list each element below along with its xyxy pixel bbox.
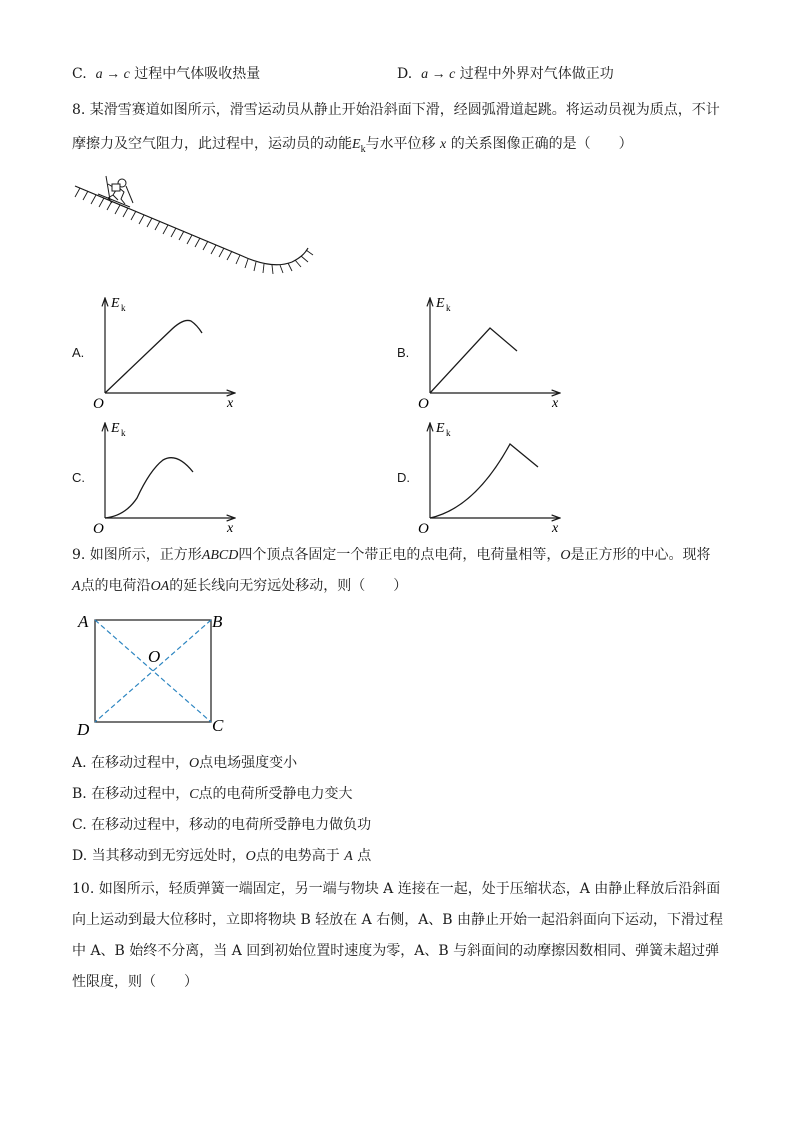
q8-ek-sub: k: [360, 143, 366, 155]
q9-a: A: [72, 579, 81, 594]
graph-b-y-sub: k: [446, 303, 451, 313]
q8-x: x: [440, 137, 447, 152]
q8-ek-letter: E: [352, 137, 361, 152]
q9-abcd: ABCD: [201, 548, 239, 563]
q9-option-b-pre: B. 在移动过程中，: [72, 786, 190, 802]
graph-c-label: C.: [72, 470, 85, 485]
corner-a-label: A: [78, 612, 89, 631]
graph-c-y-sub: k: [121, 428, 126, 438]
q9-option-a-pre: A. 在移动过程中，: [72, 755, 190, 771]
q9-text-a: 9. 如图所示，正方形: [72, 547, 202, 563]
graph-c-y-label: E: [111, 421, 120, 436]
q10-line2: 向上运动到最大位移时，立即将物块 B 轻放在 A 右侧，A、B 由静止开始一起沿斜面向下运动，下滑过程: [72, 912, 724, 928]
q7-option-d-expr: a → c: [421, 67, 456, 82]
graph-c-origin-label: O: [93, 521, 104, 537]
q9-option-c-pre: C. 在移动过程中，移动的电荷所受静电力做负功: [72, 817, 372, 833]
q9-text-b: 四个顶点各固定一个带正电的点电荷，电荷量相等，: [238, 547, 561, 563]
graph-a-origin-label: O: [93, 396, 104, 412]
graph-a-x-label: x: [227, 396, 234, 411]
graph-c-x-label: x: [227, 521, 234, 536]
center-o-label: O: [148, 647, 161, 666]
q9-option-a-var: O: [189, 756, 200, 771]
q9-option-b: [72, 784, 353, 805]
q9-option-c: [72, 815, 371, 835]
q9-option-a: [72, 753, 297, 774]
q10-line4: 性限度，则（ ）: [72, 974, 198, 990]
q9-oa: OA: [150, 579, 170, 594]
graph-b-label: B.: [397, 345, 410, 360]
graph-b-y-label: E: [436, 296, 445, 311]
corner-c-label: C: [212, 716, 224, 735]
q9-option-d-var2: A: [344, 849, 353, 864]
graph-a-y-label: E: [111, 296, 120, 311]
q8-stem-text-a: 摩擦力及空气阻力，此过程中，运动员的动能: [72, 136, 352, 152]
corner-b-label: B: [212, 612, 223, 631]
q9-option-d-var: O: [245, 849, 256, 864]
graph-a-y-sub: k: [121, 303, 126, 313]
graph-d-origin-label: O: [418, 521, 429, 537]
q10-line3: 中 A、B 始终不分离，当 A 回到初始位置时速度为零，A、B 与斜面间的动摩擦因数相同、弹簧未超过弹: [72, 943, 720, 959]
q9-text-c: 是正方形的中心。现将: [570, 547, 711, 563]
q9-text-d: 点的电荷沿: [80, 578, 151, 594]
q9-o: O: [560, 548, 571, 563]
graph-d-y-sub: k: [446, 428, 451, 438]
q9-option-d-pre: D. 当其移动到无穷远处时，: [72, 848, 246, 864]
graph-d-x-label: x: [552, 521, 559, 536]
q7-option-d-label: D.: [397, 66, 413, 82]
graph-b-x-label: x: [552, 396, 559, 411]
q10-line1: 10. 如图所示，轻质弹簧一端固定，另一端与物块 A 连接在一起，处于压缩状态，A 由静止释放后沿斜面: [72, 881, 721, 897]
graph-d-label: D.: [397, 470, 410, 485]
q7-option-d-text: 过程中外界对气体做正功: [459, 66, 614, 82]
q9-option-a-post: 点电场强度变小: [199, 755, 298, 771]
q8-stem-line1: 8. 某滑雪赛道如图所示，滑雪运动员从静止开始沿斜面下滑，经圆弧滑道起跳。将运动员视为质点，不计: [72, 102, 720, 118]
q9-option-b-var: C: [189, 787, 199, 802]
q9-option-b-post: 点的电荷所受静电力变大: [198, 786, 353, 802]
graph-a-label: A.: [72, 345, 85, 360]
q9-text-e: 的延长线向无穷远处移动，则（ ）: [169, 578, 408, 594]
corner-d-label: D: [77, 720, 90, 739]
graph-b-origin-label: O: [418, 396, 429, 412]
q7-option-c-expr: a → c: [95, 67, 130, 82]
q7-option-c-text: 过程中气体吸收热量: [134, 66, 261, 82]
q9-option-d-post2: 点: [357, 848, 372, 864]
q9-option-d-post: 点的电势高于: [255, 848, 340, 864]
q9-option-d: [72, 846, 371, 867]
q7-option-c-label: C.: [72, 66, 87, 82]
q8-stem-text-b: 与水平位移: [365, 136, 436, 152]
graph-d-y-label: E: [436, 421, 445, 436]
q8-stem-text-c: 的关系图像正确的是（ ）: [450, 136, 633, 152]
